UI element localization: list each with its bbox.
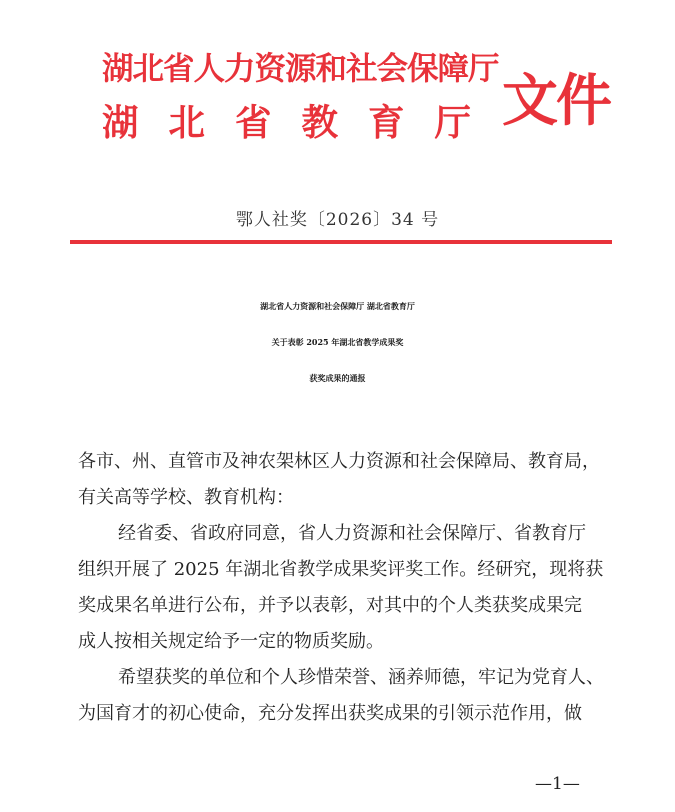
body-line: 为国育才的初心使命，充分发挥出获奖成果的引领示范作用，做	[78, 703, 582, 724]
document-number: 鄂人社奖〔2026〕34 号	[235, 210, 440, 230]
page-number: —1—	[535, 774, 580, 794]
body-line: 经省委、省政府同意，省人力资源和社会保障厅、省教育厅	[118, 523, 586, 544]
title-line-3: 获奖成果的通报	[309, 373, 366, 383]
issuer-name-line-1: 湖北省人力资源和社会保障厅	[102, 51, 499, 87]
title-line-1: 湖北省人力资源和社会保障厅 湖北省教育厅	[260, 301, 415, 311]
body-line: 组织开展了 2025 年湖北省教学成果奖评奖工作。经研究，现将获	[78, 559, 604, 580]
body-line: 各市、州、直管市及神农架林区人力资源和社会保障局、教育局，	[78, 451, 600, 472]
red-divider-line	[70, 240, 612, 244]
issuer-name-line-2: 湖北省教育厅	[102, 101, 501, 144]
document-word: 文件	[502, 69, 610, 134]
body-line: 成人按相关规定给予一定的物质奖励。	[78, 631, 384, 652]
body-line: 希望获奖的单位和个人珍惜荣誉、涵养师德，牢记为党育人、	[118, 667, 604, 688]
body-line: 奖成果名单进行公布，并予以表彰，对其中的个人类获奖成果完	[78, 595, 582, 616]
body-line: 有关高等学校、教育机构：	[78, 487, 294, 508]
title-line-2: 关于表彰 2025 年湖北省教学成果奖	[271, 337, 404, 347]
